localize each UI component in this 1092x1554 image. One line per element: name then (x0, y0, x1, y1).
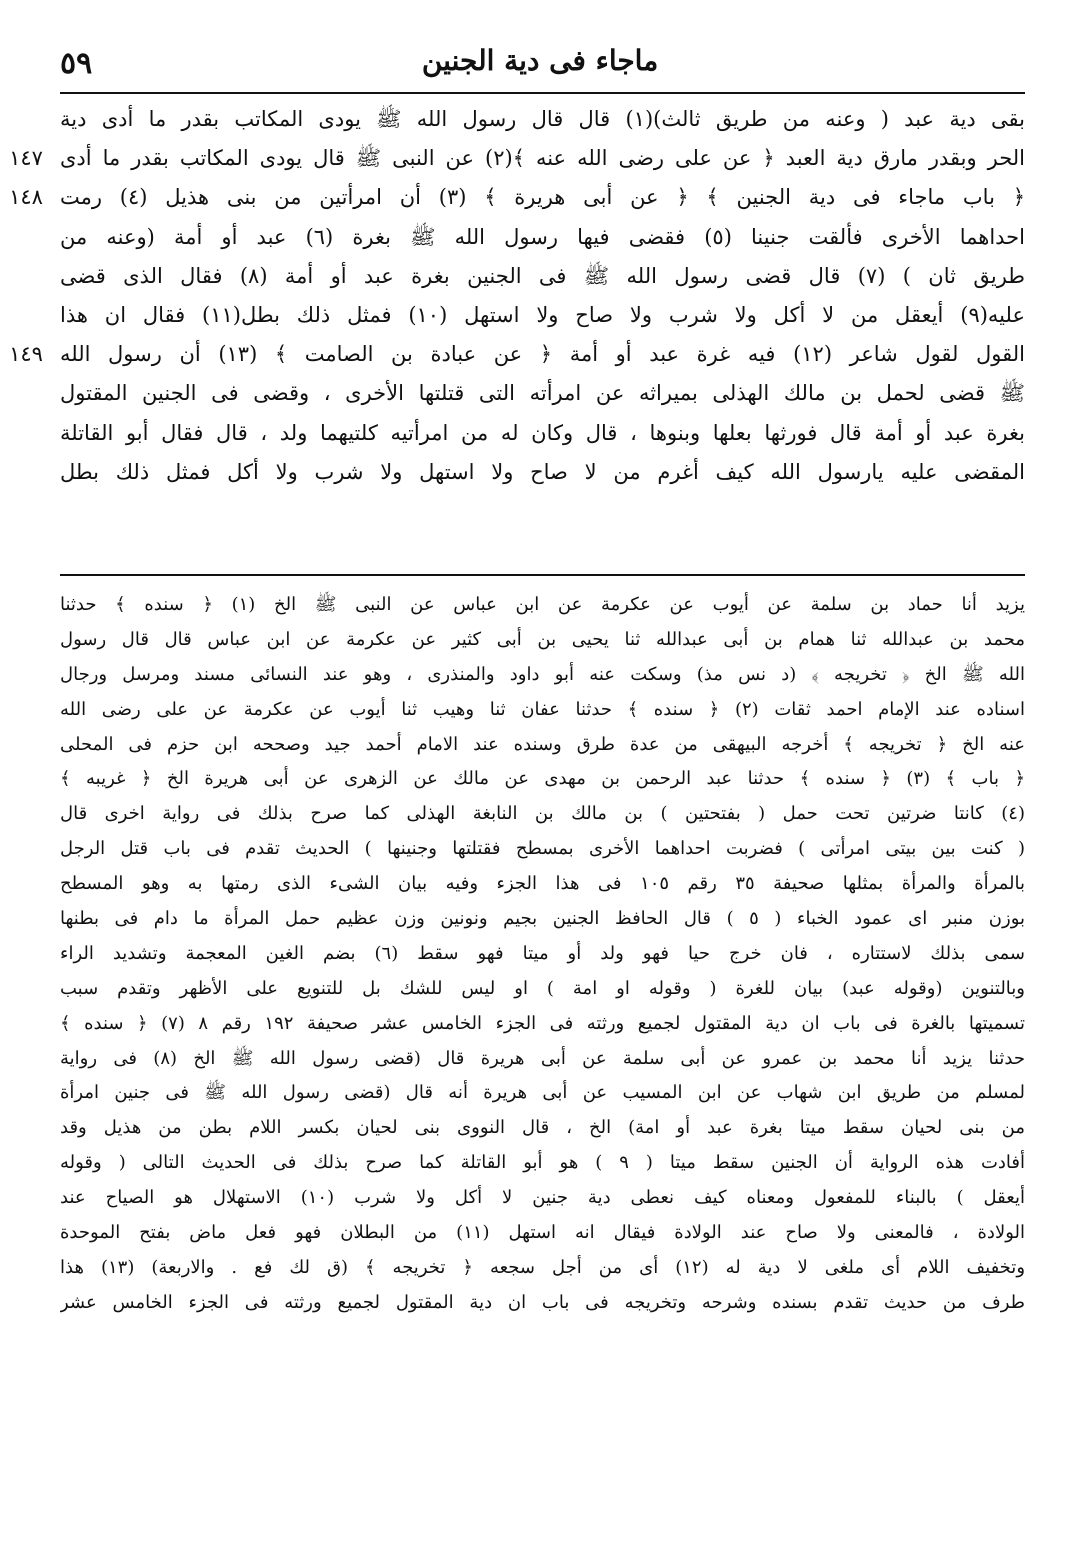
main-text-line-content: طريق ثان ) (٧) قال قضى رسول الله ﷺ فى الجنين بغرة عبد أو أمة (٨) فقال الذى قضى (60, 263, 1025, 288)
footnote-line: طرف من حديث تقدم بسنده وشرحه وتخريجه فى باب ان دية المقتول لجميع ورثته فى الجزء الخامس عشر (60, 1291, 1025, 1313)
footnote-line: بوزن منبر اى عمود الخباء ( ٥ ) قال الحافظ الجنين بجيم ونونين وزن عظيم حمل المرأة ما دام فى بطنها (60, 908, 1025, 930)
footnote-line: من بنى لحيان سقط ميتا بغرة عبد أو امة) الخ ، قال النووى بنى لحيان بكسر اللام بطن من هذيل وقد (60, 1117, 1025, 1139)
main-text-line (60, 414, 1025, 453)
main-text-line (60, 453, 1025, 492)
main-text-line (9, 178, 1025, 217)
main-text-line (60, 100, 1025, 139)
main-text-line-content: عليه(٩) أيعقل من لا أكل ولا شرب ولا صاح ولا استهل (١٠) فمثل ذلك بطل(١١) فقال ان هذا (60, 302, 1025, 327)
footnote-line: أفادت هذه الرواية أن الجنين سقط ميتا ( ٩ ) هو أبو القاتلة كما صرح بذلك فى الحديث التالى ( وقوله (60, 1152, 1025, 1174)
page-number: ٥٩ (60, 46, 93, 81)
footnote-line: عنه الخ ﴿ تخريجه ﴾ أخرجه البيهقى من عدة طرق وسنده عند الامام أحمد جيد وصححه ابن حزم فى المحلى (60, 733, 1025, 755)
page-header (60, 40, 1020, 100)
footnote-line: محمد بن عبدالله ثنا همام بن أبى عبدالله ثنا يحيى بن أبى كثير عن عكرمة عن ابن عباس قال قال رسول (60, 628, 1025, 650)
header-rule (60, 92, 1025, 94)
main-text-line-content: بقى دية عبد ( وعنه من طريق ثالث)(١) قال قال رسول الله ﷺ يودى المكاتب بقدر ما أدى دية (60, 107, 1025, 131)
main-text-line-content: ﷺ قضى لحمل بن مالك الهذلى بميراثه عن امرأته التى قتلتها الأخرى ، وقضى فى الجنين المقتول (60, 381, 1025, 406)
main-text-line (60, 218, 1025, 257)
footnote-line: (٤) كانتا ضرتين تحت حمل ( بفتحتين ) بن مالك بن النابغة الهذلى كما صرح بذلك فى رواية اخرى قال (60, 803, 1025, 825)
running-title: ماجاء فى دية الجنين (421, 44, 659, 77)
main-text (9, 100, 1025, 492)
footnote-separator (60, 574, 1025, 576)
main-text-line (9, 335, 1025, 374)
main-text-line-content: المقضى عليه يارسول الله كيف أغرم من لا صاح ولا استهل ولا شرب ولا أكل فمثل ذلك بطل (60, 459, 1025, 484)
hadith-number: ١٤٨ (9, 185, 43, 210)
main-text-line-content: بغرة عبد أو أمة قال فورثها بعلها وبنوها ، قال وكان له من امرأتيه كلتيهما ولد ، قال فقال أبو القاتلة (60, 420, 1025, 445)
main-text-line (9, 139, 1025, 178)
main-text-line-content: الحر وبقدر مارق دية العبد ﴿ عن على رضى الله عنه ﴾(٢) عن النبى ﷺ قال يودى المكاتب بقدر ما أدى (60, 146, 1025, 171)
footnote-line: سمى بذلك لاستتاره ، فان خرج حيا فهو ولد أو ميتا فهو سقط (٦) بضم الغين المعجمة وتشديد الراء (60, 942, 1025, 964)
main-text-line-content: ﴿ باب ماجاء فى دية الجنين ﴾ ﴿ عن أبى هريرة ﴾ (٣) أن امرأتين من بنى هذيل (٤) رمت (60, 185, 1025, 210)
footnote-line: ﴿ باب ﴾ (٣) ﴿ سنده ﴾ حدثنا عبد الرحمن بن مهدى عن مالك عن الزهرى عن أبى هريرة الخ ﴿ غريبه ﴾ (60, 768, 1025, 790)
footnote-line: اسناده عند الإمام احمد ثقات (٢) ﴿ سنده ﴾ حدثنا عفان ثنا وهيب ثنا أيوب عن عكرمة عن على رضى الله (60, 698, 1025, 720)
footnote-line: ( كنت بين بيتى امرأتى ) فضربت احداهما الأخرى بمسطح فقتلتها وجنينها ) الحديث تقدم فى باب قتل الرجل (60, 838, 1025, 860)
footnote-line: يزيد أنا حماد بن سلمة عن أيوب عن عكرمة عن ابن عباس عن النبى ﷺ الخ (١) ﴿ سنده ﴾ حدثنا (60, 594, 1025, 615)
hadith-number: ١٤٩ (9, 342, 43, 367)
main-text-line (60, 257, 1025, 296)
footnote-line: لمسلم من طريق ابن شهاب عن ابن المسيب عن أبى هريرة أنه قال (قضى رسول الله ﷺ فى جنين امرأة (60, 1082, 1025, 1104)
footnote-line: حدثنا يزيد أنا محمد بن عمرو عن أبى سلمة عن أبى هريرة قال (قضى رسول الله ﷺ الخ (٨) فى رواية (60, 1047, 1025, 1069)
footnote-line: الولادة ، فالمعنى ولا صاح عند الولادة فيقال انه استهل (١١) من البطلان فهو فعل ماض بفتح الموحدة (60, 1222, 1025, 1244)
footnote-line: أيعقل ) بالبناء للمفعول ومعناه كيف نعطى دية جنين لا أكل ولا شرب (١٠) الاستهلال هو الصياح عند (60, 1187, 1025, 1209)
main-text-line (60, 296, 1025, 335)
footnote-line: الله ﷺ الخ ﴿ تخريجه ﴾ (د نس مذ) وسكت عنه أبو داود والمنذرى ، وهو عند النسائى مسند ومرسل ورجال (60, 663, 1025, 685)
footnotes (60, 588, 1025, 1321)
main-text-line-content: القول لقول شاعر (١٢) فيه غرة عبد أو أمة ﴿ عن عبادة بن الصامت ﴾ (١٣) أن رسول الله (60, 342, 1025, 367)
main-text-line-content: احداهما الأخرى فألقت جنينا (٥) فقضى فيها رسول الله ﷺ بغرة (٦) عبد أو أمة (وعنه من (60, 224, 1025, 249)
footnote-line: وتخفيف اللام أى ملغى لا دية له (١٢) أى من أجل سجعه ﴿ تخريجه ﴾ (ق لك فع . والاربعة) (١٣) هذا (60, 1256, 1025, 1278)
hadith-number: ١٤٧ (9, 146, 43, 171)
footnote-line: وبالتنوين (وقوله عبد) بيان للغرة ( وقوله او امة ) او ليس للشك بل للتنويع على الأظهر وتقدم سبب (60, 977, 1025, 999)
main-text-line (60, 374, 1025, 413)
footnote-line: بالمرأة والمرأة بمثلها صحيفة ٣٥ رقم ١٠٥ فى هذا الجزء وفيه بيان الشىء الذى رمتها به وهو المسطح (60, 873, 1025, 895)
footnote-line: تسميتها بالغرة فى باب ان دية المقتول لجميع ورثته فى الجزء الخامس عشر صحيفة ١٩٢ رقم ٨ (٧) ﴿ سنده ﴾ (60, 1012, 1025, 1034)
